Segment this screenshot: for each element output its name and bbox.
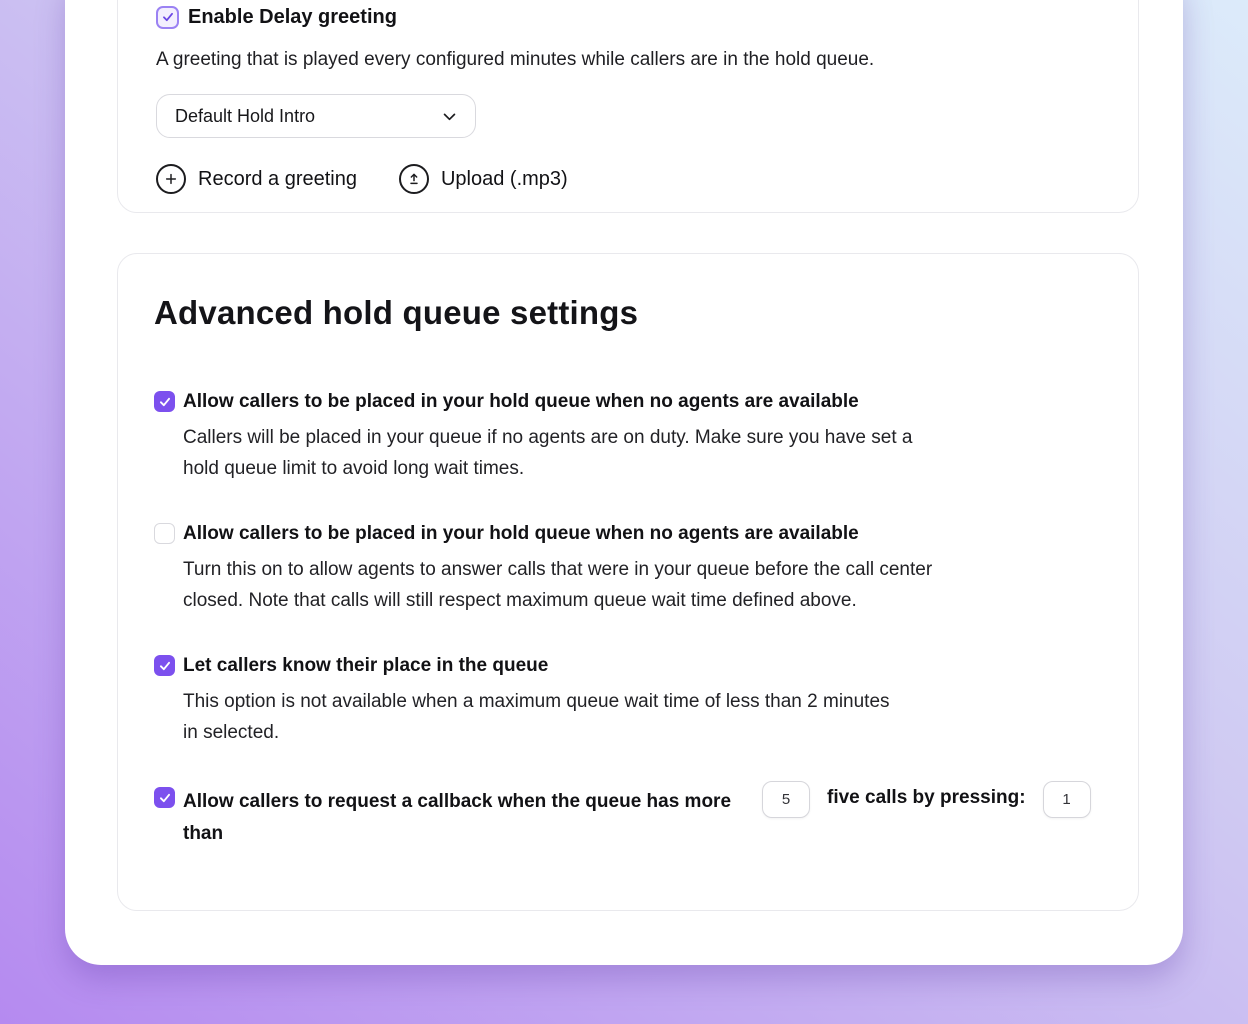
checkmark-icon: [158, 791, 172, 805]
option-place-in-queue: [154, 654, 1098, 748]
upload-icon: [399, 164, 429, 194]
option-description: [183, 422, 912, 484]
greeting-actions: [156, 164, 1100, 194]
checkmark-icon: [158, 395, 172, 409]
hold-queue-no-agents-checkbox[interactable]: [154, 391, 175, 412]
greeting-select-value: Default Hold Intro: [175, 105, 316, 126]
callback-middle-label: five calls by pressing:: [827, 787, 1026, 808]
description-line: Callers will be placed in your queue if no agents are on duty. Make sure you have set a: [183, 427, 913, 448]
request-callback-checkbox[interactable]: [154, 787, 175, 808]
description-line: in selected.: [183, 722, 280, 743]
greeting-select[interactable]: [156, 94, 476, 138]
option-description: [183, 554, 932, 616]
delay-greeting-card: [117, 0, 1139, 213]
option-body: [183, 654, 890, 748]
key-press-input[interactable]: [1043, 781, 1091, 818]
option-description: [183, 686, 890, 748]
advanced-settings-title: Advanced hold queue settings: [154, 294, 639, 331]
checkmark-icon: [158, 659, 172, 673]
request-callback-label: Allow callers to request a callback when the queue has more than: [183, 791, 732, 844]
chevron-down-icon: [441, 108, 458, 125]
queue-size-input[interactable]: [762, 781, 810, 818]
place-in-queue-checkbox[interactable]: [154, 655, 175, 676]
description-line: hold queue limit to avoid long wait times.: [183, 458, 525, 479]
option-label: Allow callers to be placed in your hold queue when no agents are available: [183, 523, 859, 544]
option-hold-queue-no-agents: [154, 390, 1098, 484]
plus-circle-icon: [156, 164, 186, 194]
settings-panel: [65, 0, 1183, 965]
record-greeting-button[interactable]: [156, 164, 357, 194]
delay-greeting-description: A greeting that is played every configured minutes while callers are in the hold queue.: [156, 49, 875, 70]
option-request-callback: [154, 786, 1098, 850]
enable-delay-greeting-checkbox[interactable]: [156, 6, 179, 29]
record-greeting-label: Record a greeting: [198, 167, 357, 190]
checkmark-icon: [161, 10, 175, 24]
option-label: Let callers know their place in the queue: [183, 655, 549, 676]
description-line: Turn this on to allow agents to answer calls that were in your queue before the call center: [183, 559, 933, 580]
answer-queued-calls-checkbox[interactable]: [154, 523, 175, 544]
description-line: closed. Note that calls will still respect maximum queue wait time defined above.: [183, 590, 857, 611]
option-label: Allow callers to be placed in your hold queue when no agents are available: [183, 391, 859, 412]
option-body: [183, 522, 932, 616]
option-body: [183, 390, 912, 484]
option-answer-queued-calls: [154, 522, 1098, 616]
enable-delay-greeting-option[interactable]: [156, 4, 1100, 30]
upload-mp3-label: Upload (.mp3): [440, 167, 568, 190]
description-line: This option is not available when a maximum queue wait time of less than 2 minutes: [183, 691, 890, 712]
advanced-hold-queue-card: [117, 253, 1139, 911]
upload-mp3-button[interactable]: [399, 164, 568, 194]
enable-delay-greeting-label: Enable Delay greeting: [188, 6, 397, 28]
